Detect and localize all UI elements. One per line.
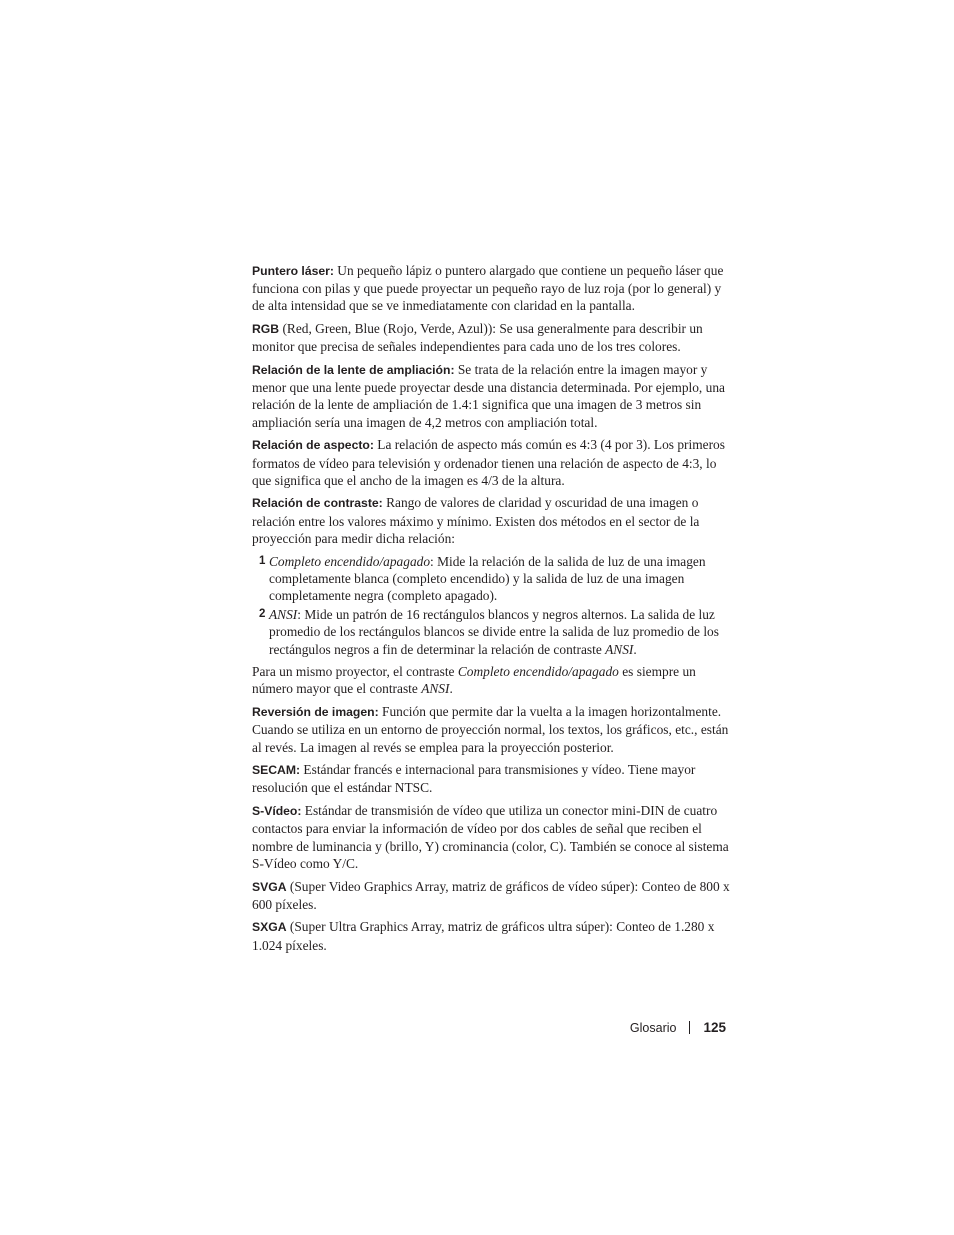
glossary-definition: Estándar francés e internacional para transmisiones y vídeo. Tiene mayor resolución que el estándar NTSC. [252, 762, 696, 796]
list-item [252, 553, 730, 605]
glossary-entry-relacion-contraste [252, 494, 730, 547]
glossary-definition: Función que permite dar la vuelta a la imagen horizontalmente. Cuando se utiliza en un entorno de proyección normal, los textos, los gráficos, etc., están al revés. La imagen al revés se emplea para la proyección posterior. [252, 704, 729, 755]
glossary-definition: Rango de valores de claridad y oscuridad de una imagen o relación entre los valores máximo y mínimo. Existen dos métodos en el sector de la proyección para medir dicha relación: [252, 495, 700, 546]
glossary-term: SXGA [252, 920, 287, 935]
page-footer [600, 1020, 726, 1035]
method-name: Completo encendido/apagado [269, 553, 431, 569]
glossary-term: Relación de aspecto: [252, 438, 374, 453]
glossary-term: Relación de la lente de ampliación: [252, 363, 455, 378]
glossary-term: RGB [252, 322, 280, 337]
glossary-term: Puntero láser: [252, 264, 334, 278]
glossary-term: SECAM: [252, 763, 301, 778]
glossary-entry-relacion-aspecto [252, 436, 730, 489]
glossary-entry-svga [252, 878, 730, 913]
method-name: ANSI [269, 607, 298, 623]
glossary-term: S-Vídeo: [252, 804, 302, 819]
glossary-definition: Estándar de transmisión de vídeo que utiliza un conector mini-DIN de cuatro contactos para enviar la información de vídeo por dos cables de señal que reciben el nombre de luminancia y (brillo, Y) crominancia (color, C). También se conoce al sistema S-Vídeo como Y/C. [252, 803, 729, 871]
note-italic-a: Completo encendido/apagado [457, 664, 619, 680]
note-text-c: . [449, 681, 453, 697]
glossary-definition: (Red, Green, Blue (Rojo, Verde, Azul)): Se usa generalmente para describir un monitor que precisa de señales independientes para cada uno de los tres colores. [252, 321, 703, 355]
list-number: 2 [259, 608, 266, 621]
glossary-term: SVGA [252, 879, 287, 894]
glossary-definition: (Super Ultra Graphics Array, matriz de gráficos ultra súper): Conteo de 1.280 x 1.024 píxeles. [252, 919, 715, 953]
method-description: : Mide la relación de la salida de luz de una imagen completamente blanca (completo encendido) y la salida de luz de una imagen completamente negra (completo apagado). [269, 553, 706, 603]
glossary-entry-secam [252, 761, 730, 796]
footer-section-title: Glosario [629, 1021, 677, 1035]
glossary-definition: (Super Video Graphics Array, matriz de gráficos de vídeo súper): Conteo de 800 x 600 píxeles. [252, 878, 730, 912]
note-text-b: es siempre un número mayor que el contraste [252, 664, 696, 697]
note-italic-b: ANSI [421, 681, 450, 697]
list-number: 1 [259, 554, 266, 567]
glossary-definition: La relación de aspecto más común es 4:3 (4 por 3). Los primeros formatos de vídeo para televisión y ordenador tienen una relación de aspecto de 4:3, lo que significa que el ancho de la imagen es 4/3 de la altura. [252, 437, 725, 488]
glossary-definition: Un pequeño lápiz o puntero alargado que contiene un pequeño láser que funciona con pilas y que puede proyectar un pequeño rayo de luz roja (por lo general) y de alta intensidad que se ve inmediatamente con claridad en la pantalla. [252, 263, 724, 314]
glossary-entry-puntero-laser [252, 262, 730, 315]
page-number: 125 [703, 1020, 726, 1035]
glossary-entry-relacion-lente [252, 361, 730, 431]
glossary-definition: Se trata de la relación entre la imagen mayor y menor que una lente puede proyectar desde una distancia determinada. Por ejemplo, una relación de la lente de ampliación de 1.4:1 significa que una imagen de 3 metros sin ampliación sería una imagen de 4,2 metros con ampliación total. [252, 362, 725, 430]
sentence-end: . [633, 641, 637, 657]
footer-divider [689, 1021, 690, 1034]
method-description: : Mide un patrón de 16 rectángulos blancos y negros alternos. La salida de luz promedio de los rectángulos blancos se divide entre la salida de luz promedio de los rectángulos negros a fin de determinar la relación de contraste [269, 607, 719, 657]
glossary-entry-s-video [252, 802, 730, 872]
contrast-methods-list [252, 553, 730, 658]
contrast-note [252, 663, 730, 697]
note-text-a: Para un mismo proyector, el contraste [252, 664, 458, 680]
glossary-term: Reversión de imagen: [252, 705, 379, 720]
glossary-body [252, 262, 730, 959]
method-name-inline: ANSI [605, 641, 634, 657]
glossary-entry-rgb [252, 320, 730, 355]
glossary-entry-reversion-imagen [252, 703, 730, 756]
list-item [252, 606, 730, 658]
glossary-entry-sxga [252, 918, 730, 953]
glossary-term: Relación de contraste: [252, 496, 383, 511]
